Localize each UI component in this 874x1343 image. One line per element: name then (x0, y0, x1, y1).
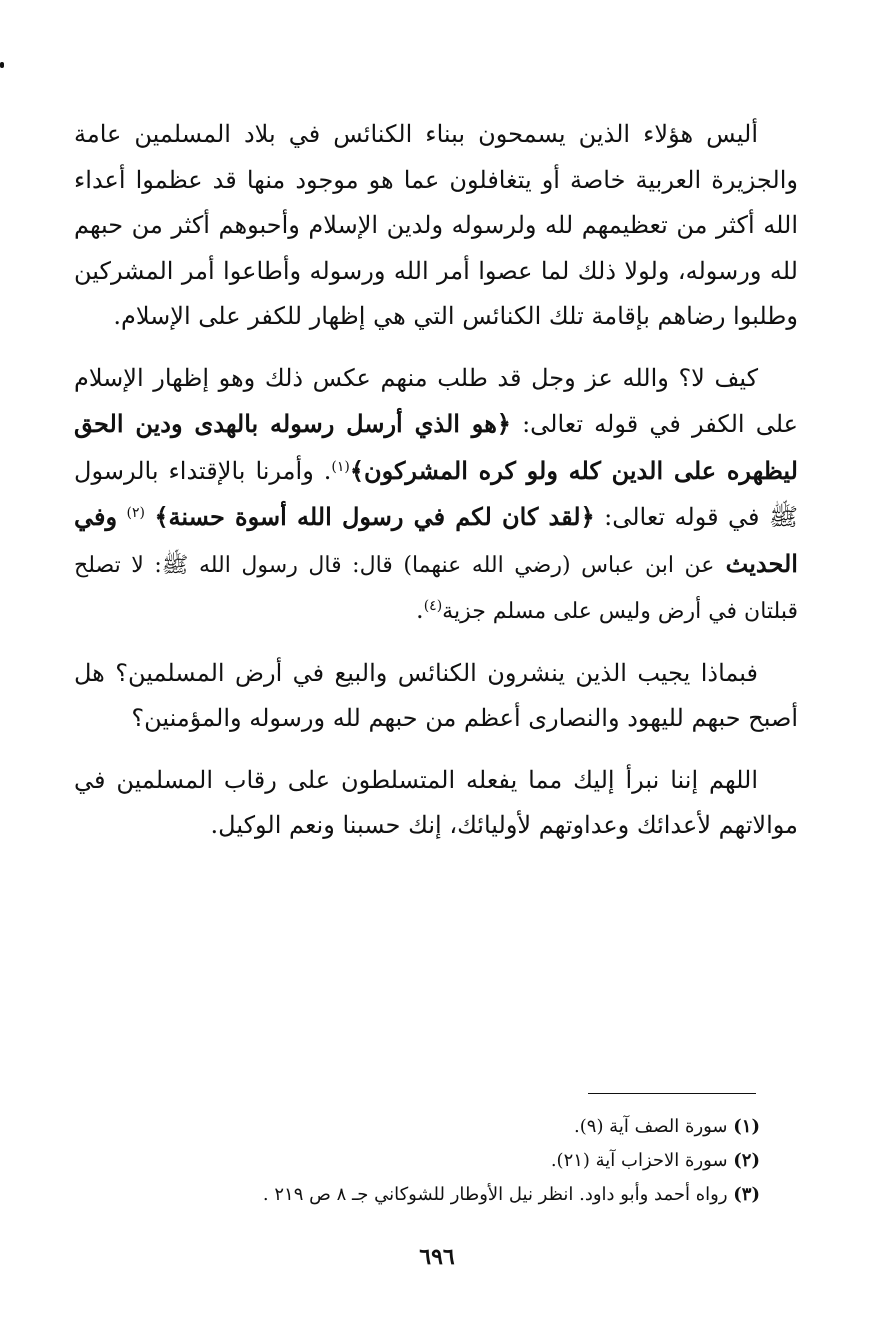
paragraph-1 (74, 112, 798, 340)
footnote-3 (120, 1178, 760, 1212)
quran-quote-1: ﴿هو الذي أرسل رسوله بالهدى ودين الحق ليظهره على الدين كله ولو كره المشركون﴾ (74, 409, 798, 485)
paragraph-4 (74, 758, 798, 849)
paragraph-3 (74, 651, 798, 742)
footnote-1-text: سورة الصف آية (٩). (574, 1116, 728, 1137)
footnote-1 (120, 1110, 760, 1144)
footnote-2-text: سورة الاحزاب آية (٢١). (550, 1150, 728, 1171)
paragraph-1-text: أليس هؤلاء الذين يسمحون ببناء الكنائس في بلاد المسلمين عامة والجزيرة العربية خاصة أو يتغافلون عما هو موجود منها قد عظموا أعداء الله أكثر من تعظيمهم لله ولرسوله ولدين الإسلام وأحبوهم أكثر من حبهم لله ورسوله، ولولا ذلك لما عصوا أمر الله ورسوله وأطاعوا أمر المشركين وطلبوا رضاهم بإقامة تلك الكنائس التي هي إظهار للكفر على الإسلام. (74, 120, 798, 330)
footnote-ref-3: (٤) (423, 598, 443, 614)
paragraph-4-text: اللهم إننا نبرأ إليك مما يفعله المتسلطون على رقاب المسلمين في موالاتهم لأعدائك وعداوتهم لأوليائك، إنك حسبنا ونعم الوكيل. (74, 765, 798, 839)
paragraph-2 (74, 356, 798, 635)
footnote-ref-1: (١) (331, 458, 350, 475)
quran-quote-2: ﴿لقد كان لكم في رسول الله أسوة حسنة﴾ (154, 502, 595, 531)
paragraph-2-middle: . وأمرنا بالإقتداء بالرسول ﷺ في قوله تعالى: (74, 456, 798, 531)
paragraph-2-intro: كيف لا؟ والله عز وجل قد طلب منهم عكس ذلك وهو إظهار الإسلام على الكفر في قوله تعالى: (74, 363, 798, 438)
footnote-separator (588, 1093, 756, 1094)
body-text (74, 112, 798, 865)
footnote-2-number: (٢) (733, 1150, 760, 1171)
footnote-3-number: (٣) (733, 1184, 760, 1205)
hadith-text: عن ابن عباس (رضي الله عنهما) قال: قال رسول الله ﷺ: لا تصلح قبلتان في أرض وليس على مسلم جزية (74, 552, 798, 624)
footnotes (120, 1110, 760, 1212)
footnote-3-text: رواه أحمد وأبو داود. انظر نيل الأوطار للشوكاني جـ ٨ ص ٢١٩ . (262, 1184, 728, 1205)
page-edge-mark (0, 62, 4, 68)
footnote-2 (120, 1144, 760, 1178)
footnote-1-number: (١) (733, 1116, 760, 1137)
paragraph-2-end: . (416, 596, 424, 624)
paragraph-3-text: فبماذا يجيب الذين ينشرون الكنائس والبيع في أرض المسلمين؟ هل أصبح حبهم لليهود والنصارى أعظم من حبهم لله ورسوله والمؤمنين؟ (74, 658, 798, 732)
page-number: ٦٩٦ (419, 1244, 455, 1270)
footnote-ref-2: (٢) (126, 505, 145, 521)
paragraph-2-hadith-lead: وفي الحديث (74, 502, 798, 578)
